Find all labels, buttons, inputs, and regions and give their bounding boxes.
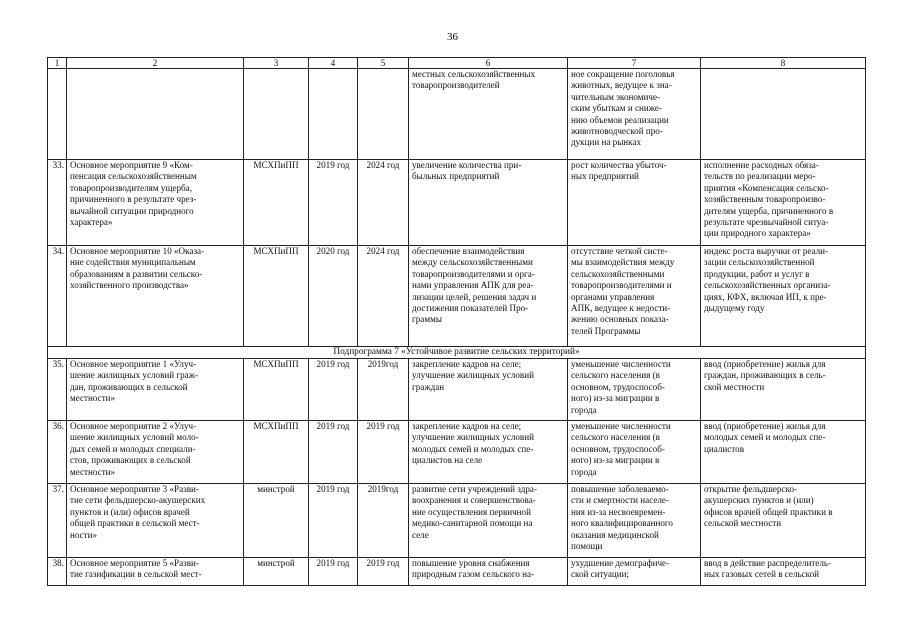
row-number: 37. [48, 484, 67, 558]
start-year-cell: 2019 год [309, 160, 358, 246]
row-number: 33. [48, 160, 67, 246]
page-number: 36 [447, 31, 458, 43]
table-row [48, 359, 866, 421]
end-year-cell: 2019год [358, 359, 409, 421]
end-year-cell: 2019год [358, 484, 409, 558]
executor-cell [244, 69, 309, 160]
end-year-cell: 2024 год [358, 246, 409, 347]
column-header-1: 1 [48, 58, 67, 69]
consequences-cell: уменьшение численности сельского населения (в основном, трудоспособ- ного) из-за миграции в города [568, 421, 701, 484]
start-year-cell: 2019 год [309, 359, 358, 421]
consequences-cell: отсутствие четкой систе- мы взаимодействия между сельскохозяйственными товаропроизводителями и органами управления АПК, ведущее к недости- жению основных показа- телей Программы [568, 246, 701, 347]
executor-cell: МСХПиПП [244, 359, 309, 421]
end-year-cell: 2019 год [358, 421, 409, 484]
row-number: 36. [48, 421, 67, 484]
expected-result-cell: закрепление кадров на селе; улучшение жилищных условий молодых семей и молодых спе- циалистов на селе [409, 421, 568, 484]
start-year-cell: 2019 год [309, 558, 358, 586]
column-header-4: 4 [309, 58, 358, 69]
row-number [48, 69, 67, 160]
indicator-cell: открытие фельдшерско- акушерских пунктов и (или) офисов врачей общей практики в сельской местности [701, 484, 866, 558]
indicator-cell: ввод в действие распределитель- ных газовых сетей в сельской [701, 558, 866, 586]
expected-result-cell: увеличение количества при- быльных предприятий [409, 160, 568, 246]
indicator-cell: индекс роста выручки от реали- зации сельскохозяйственной продукции, работ и услуг в сельскохозяйственных организа- циях, КФХ, включая ИП, к пре- дыдущему году [701, 246, 866, 347]
table-row [48, 69, 866, 160]
measure-cell: Основное мероприятие 3 «Разви- тие сети фельдшерско-акушерских пунктов и (или) офисов врачей общей практики в сельской мест- ности» [67, 484, 244, 558]
column-header-6: 6 [409, 58, 568, 69]
table-row [48, 246, 866, 347]
column-header-3: 3 [244, 58, 309, 69]
indicator-cell [701, 69, 866, 160]
start-year-cell: 2019 год [309, 484, 358, 558]
measure-cell: Основное мероприятие 10 «Оказа- ние содействия муниципальным образованиям в развитии сельско- хозяйственного производства» [67, 246, 244, 347]
table-row [48, 558, 866, 586]
start-year-cell: 2019 год [309, 421, 358, 484]
consequences-cell: ное сокращение поголовья животных, ведущее к зна- чительным экономиче- ским убыткам и сниже- нию объемов реализации животноводческой про- дукции на рынках [568, 69, 701, 160]
row-number: 38. [48, 558, 67, 586]
end-year-cell: 2019 год [358, 558, 409, 586]
indicator-cell: ввод (приобретение) жилья для граждан, проживающих в сель- ской местности [701, 359, 866, 421]
measure-cell: Основное мероприятие 5 «Разви- тие газификации в сельской мест- [67, 558, 244, 586]
expected-result-cell: местных сельскохозяйственных товаропроизводителей [409, 69, 568, 160]
measure-cell [67, 69, 244, 160]
start-year-cell [309, 69, 358, 160]
expected-result-cell: повышение уровня снабжения природным газом сельского на- [409, 558, 568, 586]
consequences-cell: повышение заболеваемо- сти и смертности населе- ния из-за несвоевремен- ного квалифицированного оказания медицинской помощи [568, 484, 701, 558]
executor-cell: МСХПиПП [244, 421, 309, 484]
column-header-7: 7 [568, 58, 701, 69]
consequences-cell: уменьшение численности сельского населения (в основном, трудоспособ- ного) из-за миграции в города [568, 359, 701, 421]
start-year-cell: 2020 год [309, 246, 358, 347]
measure-cell: Основное мероприятие 1 «Улуч- шение жилищных условий граж- дан, проживающих в сельской местности» [67, 359, 244, 421]
executor-cell: МСХПиПП [244, 246, 309, 347]
measures-table [47, 57, 866, 586]
measure-cell: Основное мероприятие 2 «Улуч- шение жилищных условий моло- дых семей и молодых специали- стов, проживающих в сельской местности» [67, 421, 244, 484]
expected-result-cell: закрепление кадров на селе; улучшение жилищных условий граждан [409, 359, 568, 421]
table-row [48, 160, 866, 246]
column-header-8: 8 [701, 58, 866, 69]
measure-cell: Основное мероприятие 9 «Ком- пенсация сельскохозяйственным товаропроизводителям ущерба, причиненного в результате чрез- вычайной ситуации природного характера» [67, 160, 244, 246]
table-row [48, 421, 866, 484]
indicator-cell: исполнение расходных обяза- тельств по реализации меро- приятия «Компенсация сельско- хозяйственным товаропроизво- дителям ущерба, причиненного в результате чрезвычайной ситуа- ции природного характера» [701, 160, 866, 246]
end-year-cell: 2024 год [358, 160, 409, 246]
executor-cell: минстрой [244, 558, 309, 586]
expected-result-cell: обеспечение взаимодействия между сельскохозяйственными товаропроизводителями и орга- нами управления АПК для реа- лизации целей, решения задач и достижения показателей Про- граммы [409, 246, 568, 347]
executor-cell: минстрой [244, 484, 309, 558]
indicator-cell: ввод (приобретение) жилья для молодых семей и молодых спе- циалистов [701, 421, 866, 484]
row-number: 34. [48, 246, 67, 347]
subprogram-title: Подпрограмма 7 «Устойчивое развитие сельских территорий» [48, 347, 866, 359]
expected-result-cell: развитие сети учреждений здра- воохранения и совершенствова- ние осуществления первичной медико-санитарной помощи на селе [409, 484, 568, 558]
executor-cell: МСХПиПП [244, 160, 309, 246]
end-year-cell [358, 69, 409, 160]
subprogram-row [48, 347, 866, 359]
consequences-cell: рост количества убыточ- ных предприятий [568, 160, 701, 246]
consequences-cell: ухудшение демографиче- ской ситуации; [568, 558, 701, 586]
table-row [48, 484, 866, 558]
column-number-header-row [48, 58, 866, 69]
column-header-5: 5 [358, 58, 409, 69]
row-number: 35. [48, 359, 67, 421]
column-header-2: 2 [67, 58, 244, 69]
